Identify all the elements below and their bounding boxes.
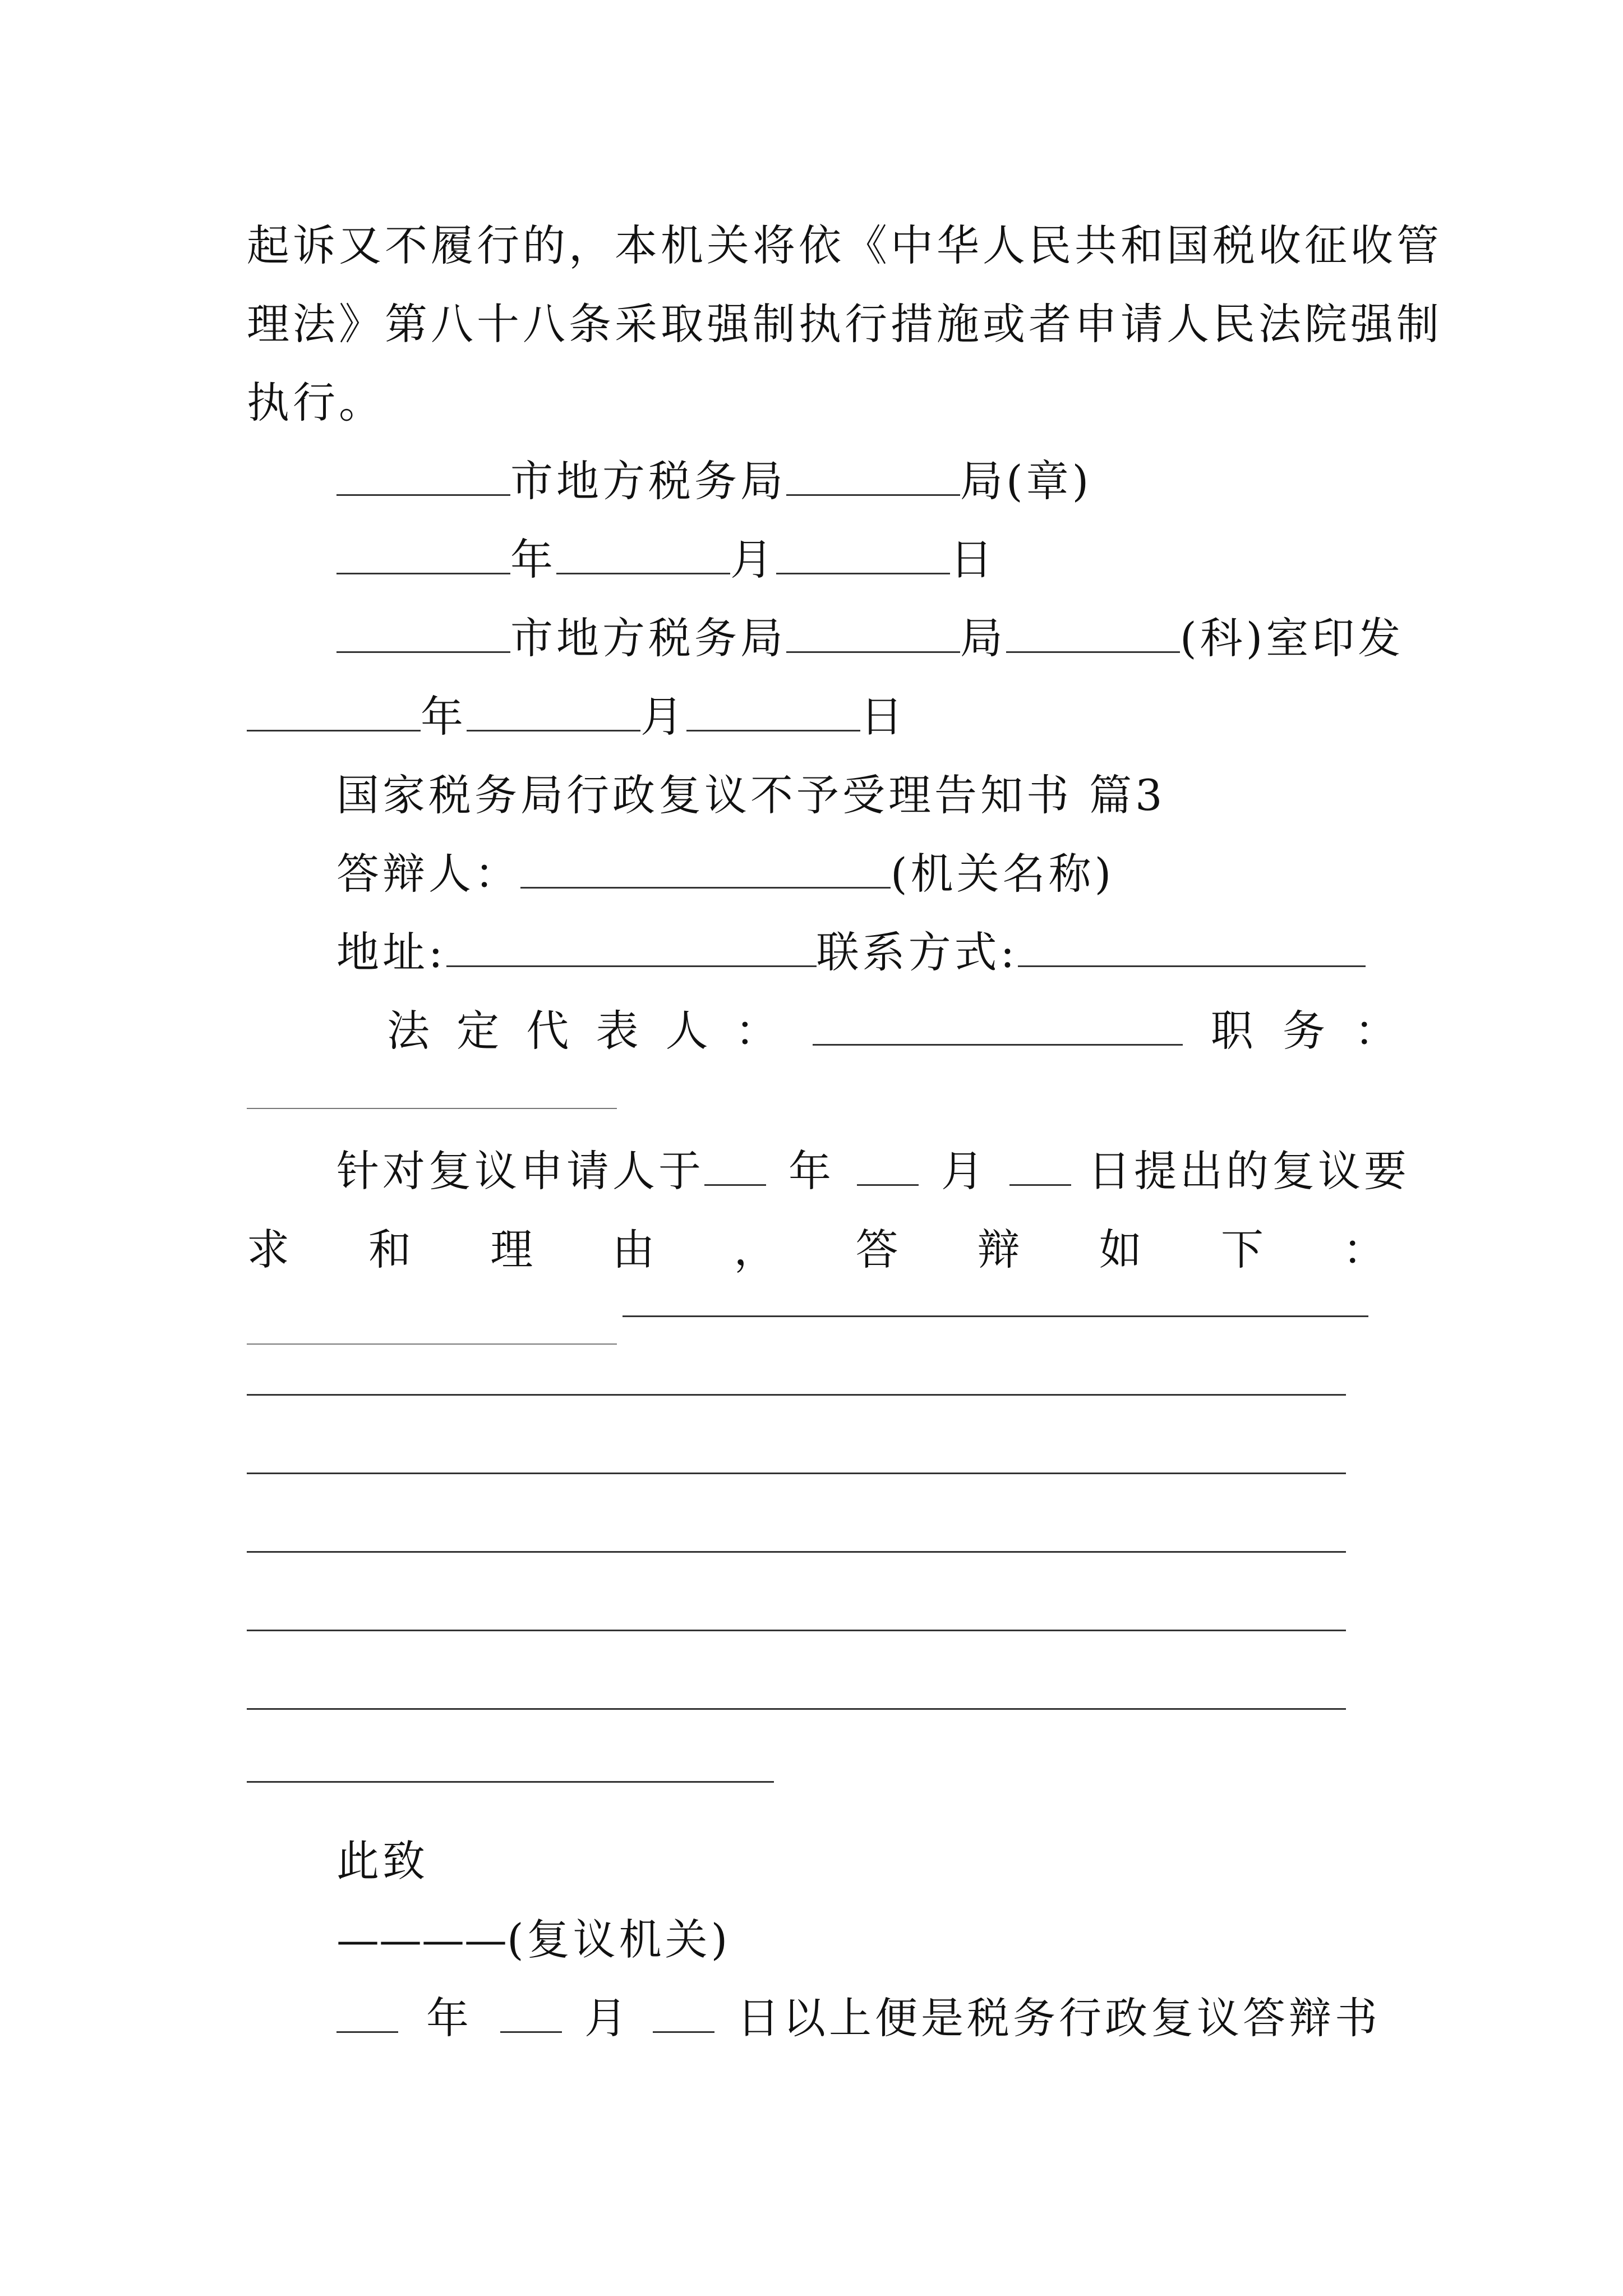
reply-char: 由 xyxy=(612,1225,688,1274)
legal-rep-label: 法 定 代 表 人 ： xyxy=(387,1006,785,1056)
office-issue-text: (科)室印发 xyxy=(1180,613,1404,663)
contact-label: 联系方式: xyxy=(816,927,1018,977)
dash-text: ———— xyxy=(336,1915,507,1964)
bureau-text: 市地方税务局 xyxy=(510,613,786,663)
reply-char: 理 xyxy=(490,1225,566,1274)
blank-field xyxy=(500,1992,562,2033)
blank-field xyxy=(813,1005,1183,1046)
reply-char: 求 xyxy=(247,1225,322,1274)
reply-char: ： xyxy=(1343,1225,1386,1274)
answer-line xyxy=(247,1551,1346,1553)
reply-char: ， xyxy=(734,1225,809,1274)
blank-field xyxy=(247,1108,617,1109)
reply-char: 和 xyxy=(368,1225,444,1274)
respondent-line xyxy=(336,840,1385,908)
respondent-label: 答辩人： xyxy=(336,849,520,899)
authority-line xyxy=(336,1906,1385,1973)
month-text: 月 xyxy=(941,1146,987,1196)
address-line xyxy=(336,919,1385,986)
month-text: 月 xyxy=(730,535,776,585)
blank-field xyxy=(776,533,950,574)
year-text: 年 xyxy=(510,535,556,585)
day-text: 日 xyxy=(860,692,906,742)
blank-field xyxy=(786,455,960,496)
date-line xyxy=(336,526,1385,593)
blank-field xyxy=(336,533,510,574)
answer-line xyxy=(623,1315,1368,1317)
blank-field xyxy=(467,691,640,731)
legal-rep-line xyxy=(387,997,1405,1065)
reply-char: 下 xyxy=(1221,1225,1297,1274)
blank-field xyxy=(336,1992,398,2033)
blank-field xyxy=(1009,1145,1071,1186)
blank-field xyxy=(1006,612,1180,653)
answer-line xyxy=(247,1708,1346,1710)
reply-line xyxy=(247,1216,1385,1283)
answer-line xyxy=(247,1394,1346,1396)
authority-text: (复议机关) xyxy=(507,1915,731,1964)
blank-field xyxy=(336,455,510,496)
bureau-label: 局 xyxy=(960,613,1006,663)
blank-field xyxy=(336,612,510,653)
request-line xyxy=(336,1138,1410,1205)
answer-line xyxy=(247,1630,1346,1631)
day-request-text: 日提出的复议要 xyxy=(1088,1146,1410,1196)
date-line xyxy=(247,683,1385,751)
blank-field xyxy=(446,926,817,967)
blank-field xyxy=(704,1145,766,1186)
day-text: 日 xyxy=(950,535,996,585)
blank-field xyxy=(653,1992,714,2033)
reply-char: 辩 xyxy=(977,1225,1053,1274)
reply-char: 答 xyxy=(855,1225,932,1274)
request-intro: 针对复议申请人于 xyxy=(336,1146,704,1196)
answer-line xyxy=(247,1781,774,1783)
paragraph-line: 执行。 xyxy=(247,378,385,427)
paragraph-line: 理法》第八十八条采取强制执行措施或者申请人民法院强制 xyxy=(247,299,1442,349)
year-text: 年 xyxy=(426,1993,472,2043)
blank-field xyxy=(857,1145,919,1186)
year-text: 年 xyxy=(789,1146,834,1196)
issue-line xyxy=(336,605,1404,672)
blank-field xyxy=(520,848,891,889)
paragraph-line: 起诉又不履行的，本机关将依《中华人民共和国税收征收管 xyxy=(247,220,1442,270)
bureau-text: 市地方税务局 xyxy=(510,456,786,506)
seal-text: 局(章) xyxy=(960,456,1092,506)
blank-field xyxy=(247,691,421,731)
address-label: 地址: xyxy=(336,927,446,977)
blank-field xyxy=(786,612,960,653)
month-text: 月 xyxy=(640,692,686,742)
blank-field xyxy=(1018,926,1366,967)
position-label: 职 务 ： xyxy=(1210,1006,1405,1056)
month-text: 月 xyxy=(584,1993,630,2043)
final-text: 日以上便是税务行政复议答辩书 xyxy=(737,1993,1381,2043)
section-title: 国家税务局行政复议不予受理告知书 篇3 xyxy=(336,770,1166,820)
final-line xyxy=(336,1985,1385,2052)
salutation: 此致 xyxy=(336,1836,428,1886)
respondent-hint: (机关名称) xyxy=(891,849,1115,899)
blank-field xyxy=(686,691,860,731)
blank-field xyxy=(556,533,730,574)
reply-char: 如 xyxy=(1099,1225,1175,1274)
blank-field xyxy=(247,1343,617,1345)
answer-line xyxy=(247,1473,1346,1474)
seal-line xyxy=(336,448,1385,515)
year-text: 年 xyxy=(421,692,467,742)
